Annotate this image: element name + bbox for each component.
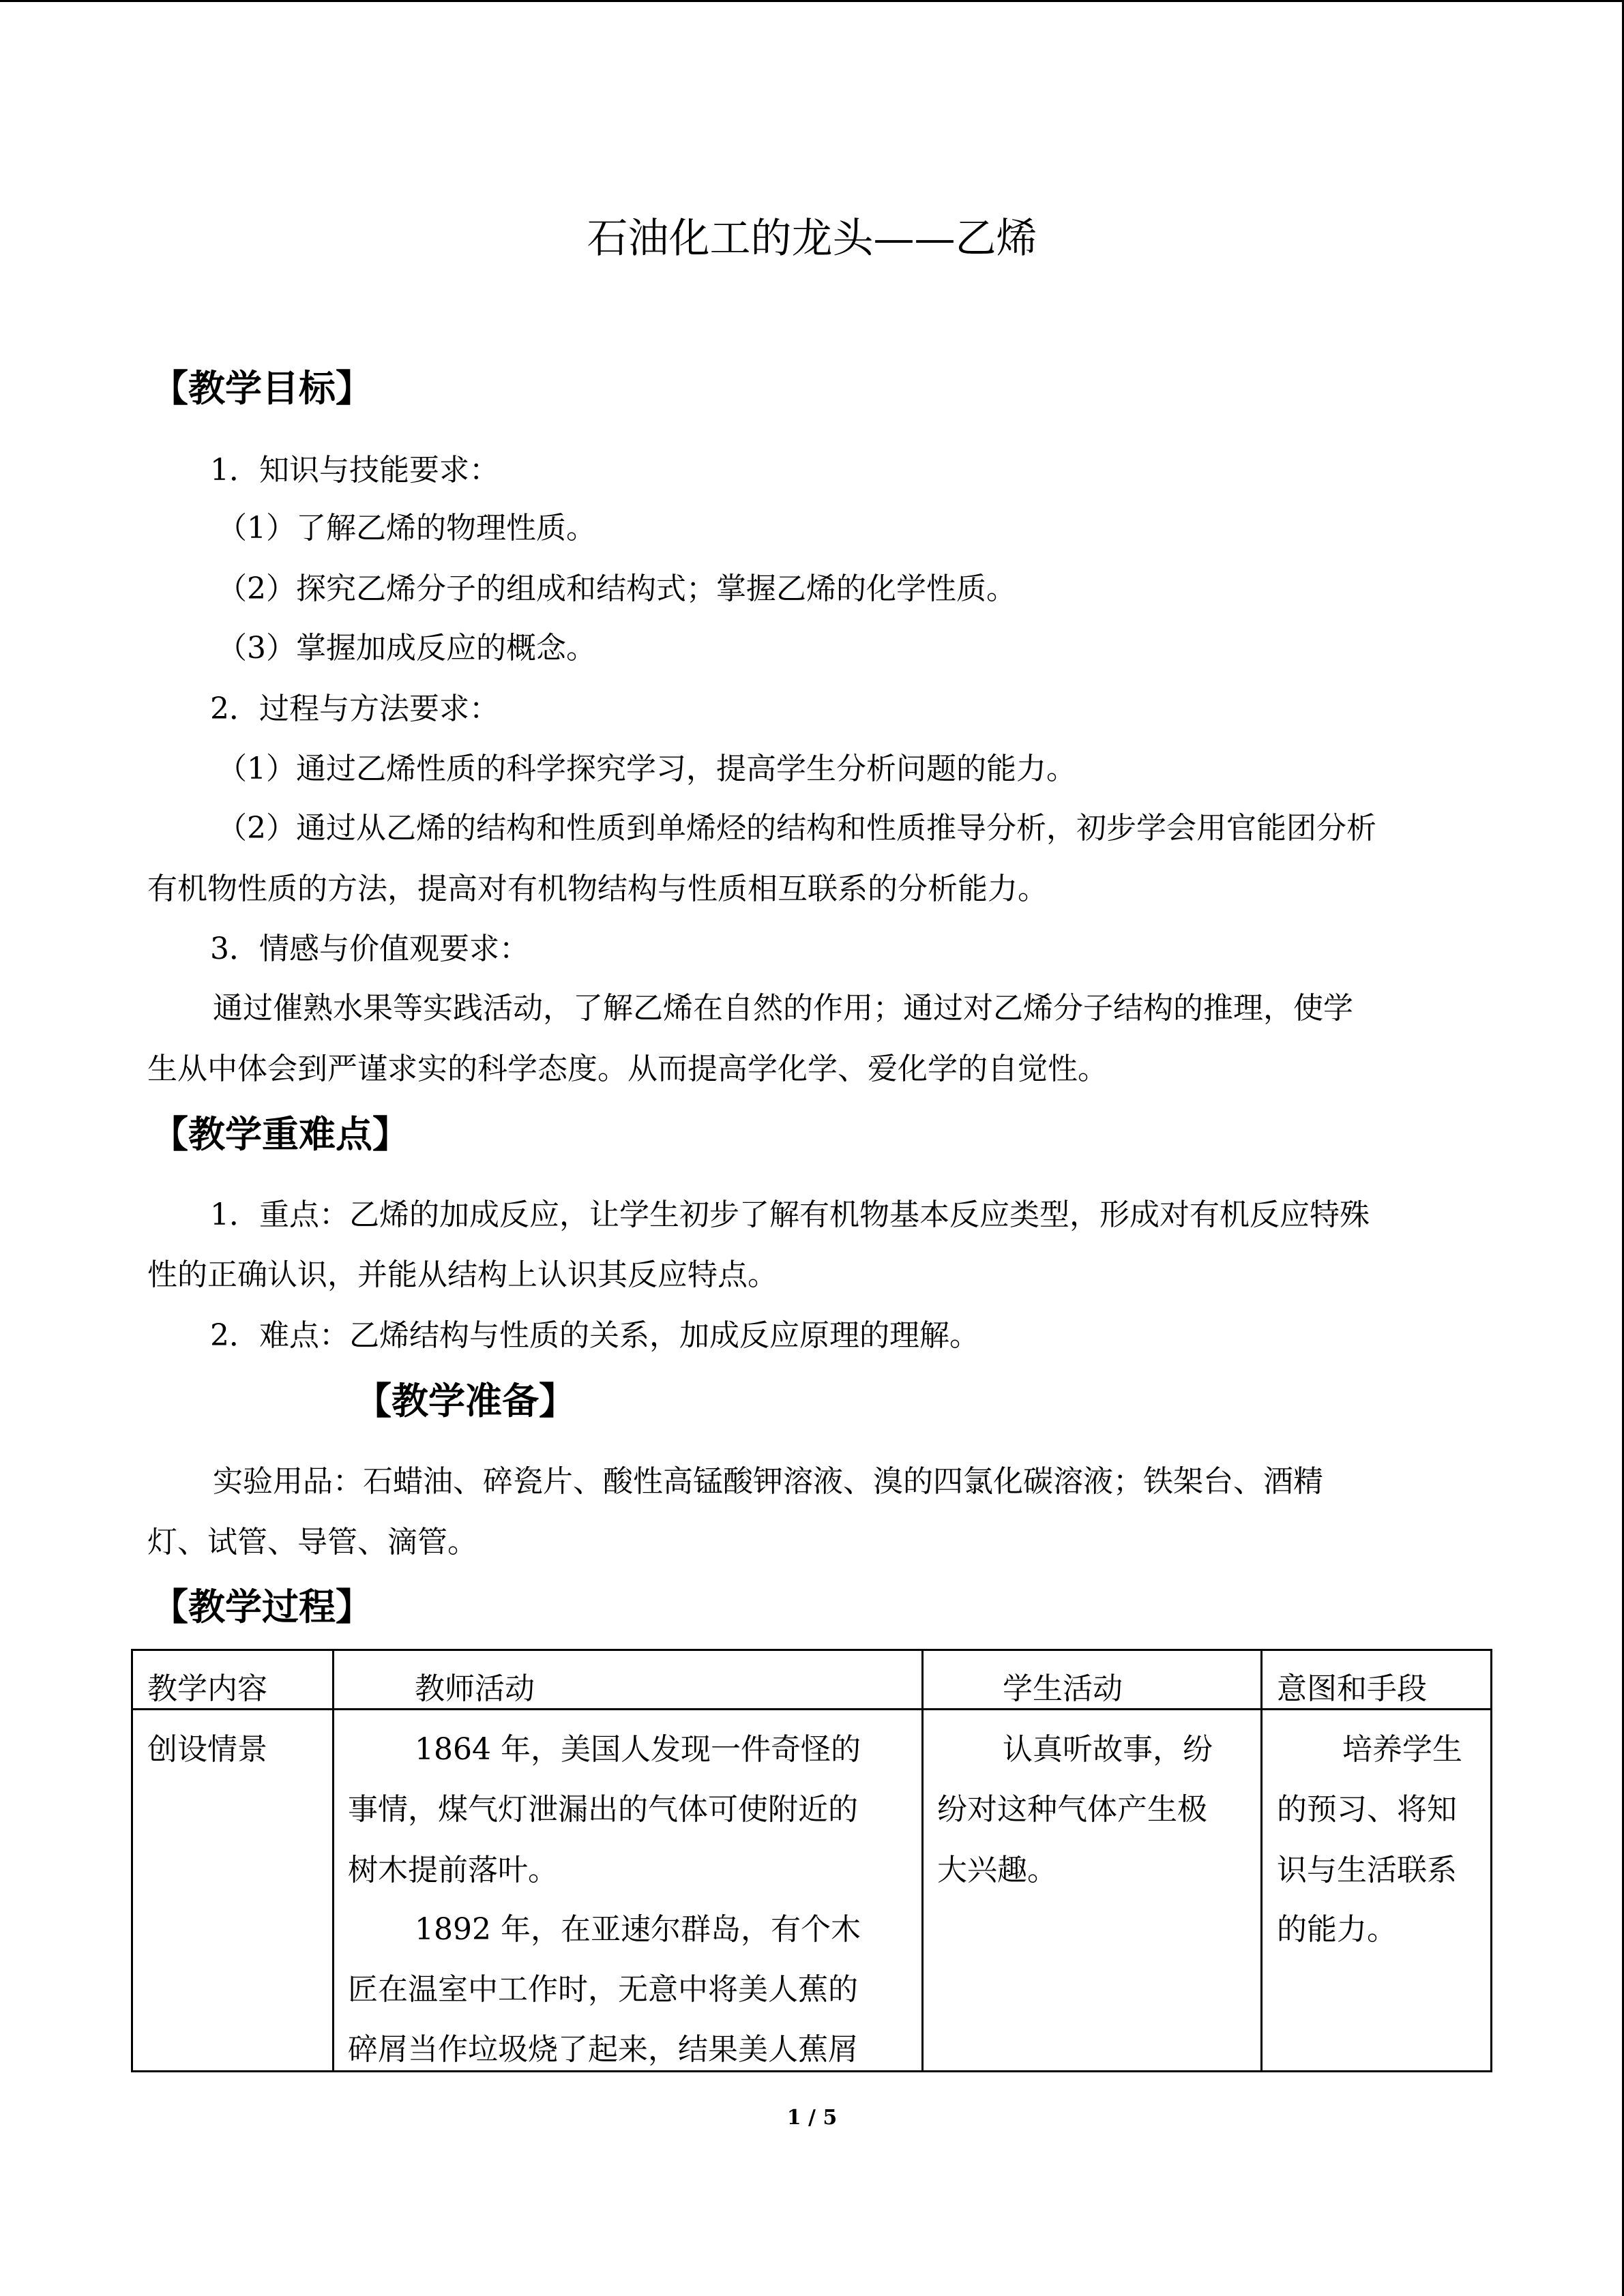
objectives-line: 有机物性质的方法，提高对有机物结构与性质相互联系的分析能力。 — [147, 871, 1048, 906]
key-points-line: 2．难点：乙烯结构与性质的关系，加成反应原理的理解。 — [210, 1318, 979, 1353]
process-heading: 【教学过程】 — [151, 1585, 372, 1628]
preparation-heading: 【教学准备】 — [355, 1379, 576, 1422]
table-cell-teacher-line: 1864 年，美国人发现一件奇怪的 — [415, 1732, 861, 1767]
document-title: 石油化工的龙头——乙烯 — [587, 215, 1037, 263]
objectives-line: （2）通过从乙烯的结构和性质到单烯烃的结构和性质推导分析，初步学会用官能团分析 — [217, 811, 1376, 846]
preparation-line: 实验用品：石蜡油、碎瓷片、酸性高锰酸钾溶液、溴的四氯化碳溶液；铁架台、酒精 — [213, 1464, 1323, 1499]
objectives-line: 2．过程与方法要求： — [210, 691, 499, 726]
objectives-line: （2）探究乙烯分子的组成和结构式；掌握乙烯的化学性质。 — [217, 571, 1016, 606]
key-points-line: 性的正确认识，并能从结构上认识其反应特点。 — [147, 1257, 778, 1292]
key-points-heading: 【教学重难点】 — [151, 1112, 409, 1156]
table-cell-student-line: 大兴趣。 — [937, 1853, 1057, 1888]
page-top-border — [0, 0, 1624, 2]
table-cell-student-line: 认真听故事，纷 — [1003, 1732, 1213, 1767]
page-number: 1 / 5 — [786, 2106, 838, 2130]
objectives-line: （1）通过乙烯性质的科学探究学习，提高学生分析问题的能力。 — [217, 751, 1076, 786]
key-points-line: 1．重点：乙烯的加成反应，让学生初步了解有机物基本反应类型，形成对有机反应特殊 — [210, 1197, 1370, 1232]
table-column-divider — [332, 1649, 334, 2072]
objectives-line: 3．情感与价值观要求： — [210, 931, 529, 966]
table-cell-teacher-line: 1892 年，在亚速尔群岛，有个木 — [415, 1912, 861, 1947]
table-cell-content: 创设情景 — [147, 1732, 267, 1767]
objectives-line: 生从中体会到严谨求实的科学态度。从而提高学化学、爱化学的自觉性。 — [147, 1052, 1108, 1086]
objectives-heading: 【教学目标】 — [151, 366, 372, 410]
table-column-divider — [921, 1649, 924, 2072]
table-cell-intent-line: 的能力。 — [1277, 1912, 1397, 1947]
table-cell-intent-line: 培养学生 — [1342, 1732, 1462, 1767]
table-cell-student-line: 纷对这种气体产生极 — [937, 1792, 1207, 1827]
table-cell-intent-line: 识与生活联系 — [1277, 1853, 1457, 1888]
objectives-line: 1．知识与技能要求： — [210, 453, 499, 488]
table-cell-teacher-line: 匠在温室中工作时，无意中将美人蕉的 — [348, 1972, 858, 2007]
table-cell-teacher-line: 树木提前落叶。 — [348, 1853, 558, 1888]
table-cell-intent-line: 的预习、将知 — [1277, 1792, 1457, 1827]
table-header-teacher: 教师活动 — [415, 1671, 535, 1706]
table-cell-teacher-line: 碎屑当作垃圾烧了起来，结果美人蕉屑 — [348, 2032, 858, 2067]
preparation-line: 灯、试管、导管、滴管。 — [147, 1525, 477, 1560]
table-header-student: 学生活动 — [1003, 1671, 1123, 1706]
table-header-content: 教学内容 — [147, 1671, 267, 1706]
objectives-line: （3）掌握加成反应的概念。 — [217, 631, 596, 666]
table-cell-teacher-line: 事情，煤气灯泄漏出的气体可使附近的 — [348, 1792, 858, 1827]
table-column-divider — [1260, 1649, 1263, 2072]
table-header-intent: 意图和手段 — [1277, 1671, 1427, 1706]
objectives-line: （1）了解乙烯的物理性质。 — [217, 511, 596, 546]
objectives-line: 通过催熟水果等实践活动，了解乙烯在自然的作用；通过对乙烯分子结构的推理，使学 — [213, 991, 1353, 1026]
